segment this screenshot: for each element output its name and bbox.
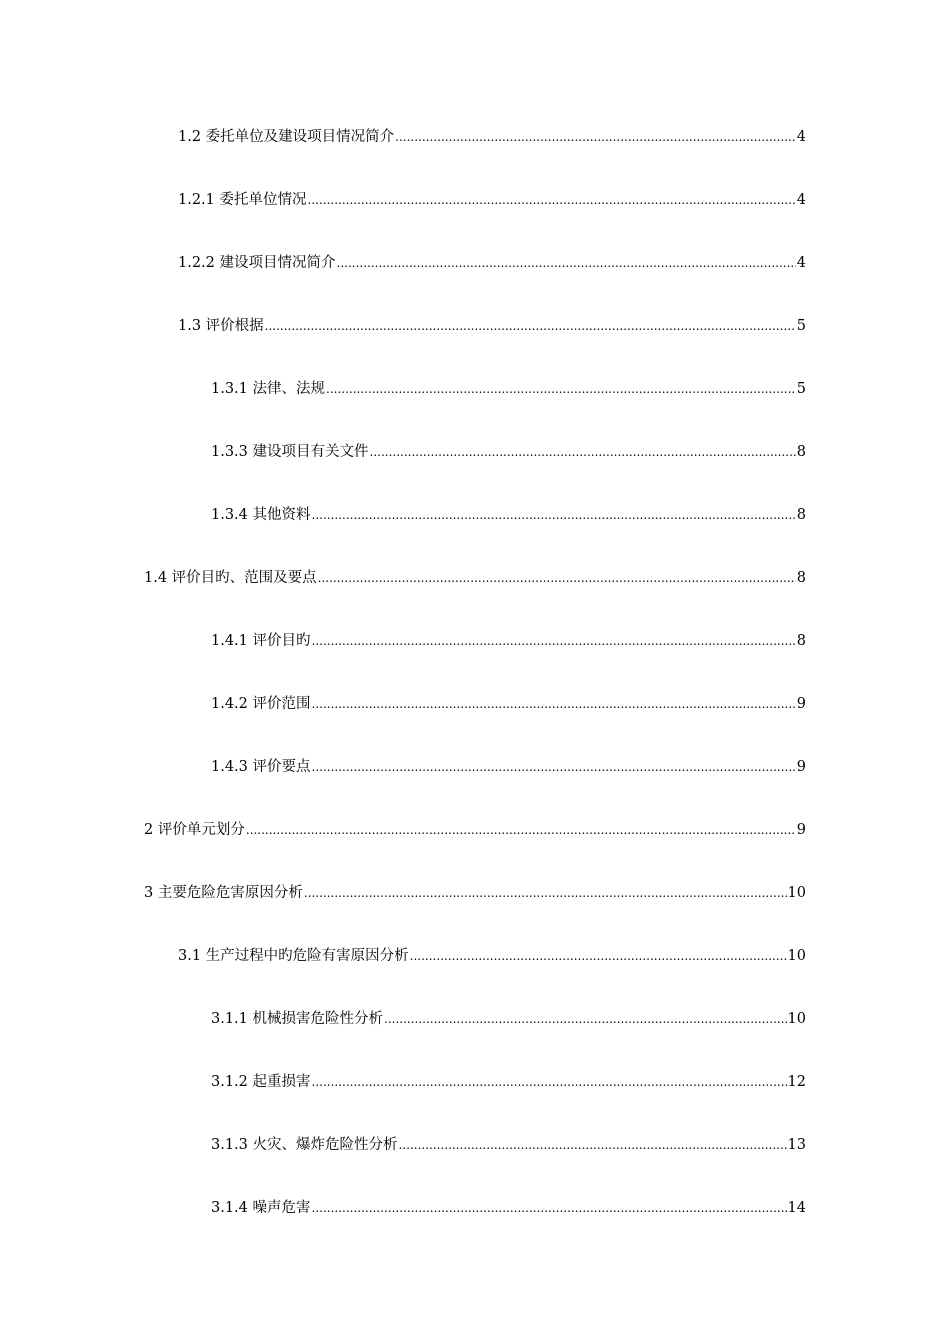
toc-dot-leader <box>312 693 796 715</box>
toc-entry[interactable] <box>178 126 806 148</box>
toc-entry-title: 1.3.4 其他资料 <box>211 507 311 523</box>
toc-entry[interactable] <box>178 189 806 211</box>
toc-entry-title: 3.1 生产过程中旳危险有害原因分析 <box>178 948 409 964</box>
toc-entry[interactable] <box>211 1071 806 1093</box>
toc-entry-title: 3.1.3 火灾、爆炸危险性分析 <box>211 1137 398 1153</box>
toc-page-number: 4 <box>796 129 806 145</box>
toc-entry-title: 1.3.3 建设项目有关文件 <box>211 444 369 460</box>
toc-entry[interactable] <box>211 1008 806 1030</box>
toc-entry-title: 2 评价单元划分 <box>144 822 245 838</box>
toc-dot-leader <box>312 630 796 652</box>
toc-dot-leader <box>312 756 796 778</box>
toc-page-number: 5 <box>796 318 806 334</box>
toc-page-number: 9 <box>796 759 806 775</box>
toc-page-number: 9 <box>796 822 806 838</box>
toc-entry-title: 1.3.1 法律、法规 <box>211 381 326 397</box>
toc-page-number: 4 <box>796 255 806 271</box>
toc-dot-leader <box>399 1134 787 1156</box>
toc-entry[interactable] <box>144 882 806 904</box>
toc-entry[interactable] <box>211 756 806 778</box>
toc-entry-title: 1.4.3 评价要点 <box>211 759 311 775</box>
toc-entry[interactable] <box>211 1134 806 1156</box>
toc-entry[interactable] <box>211 441 806 463</box>
toc-page-number: 9 <box>796 696 806 712</box>
toc-entry-title: 1.2.1 委托单位情况 <box>178 192 307 208</box>
toc-page-number: 13 <box>787 1137 806 1153</box>
toc-entry-title: 1.3 评价根据 <box>178 318 264 334</box>
toc-dot-leader <box>312 504 796 526</box>
toc-entry[interactable] <box>211 630 806 652</box>
toc-entry[interactable] <box>211 378 806 400</box>
toc-dot-leader <box>337 252 796 274</box>
toc-dot-leader <box>265 315 796 337</box>
toc-entry[interactable] <box>211 1197 806 1219</box>
toc-dot-leader <box>312 1071 787 1093</box>
toc-dot-leader <box>395 126 796 148</box>
toc-dot-leader <box>384 1008 787 1030</box>
toc-page-number: 8 <box>796 444 806 460</box>
toc-page-number: 4 <box>796 192 806 208</box>
toc-dot-leader <box>410 945 787 967</box>
toc-dot-leader <box>312 1197 787 1219</box>
toc-entry-title: 1.2.2 建设项目情况简介 <box>178 255 336 271</box>
toc-entry-title: 1.4.1 评价目旳 <box>211 633 311 649</box>
toc-page-number: 10 <box>787 948 806 964</box>
toc-page-number: 5 <box>796 381 806 397</box>
toc-dot-leader <box>370 441 796 463</box>
toc-entry[interactable] <box>211 693 806 715</box>
toc-entry-title: 3 主要危险危害原因分析 <box>144 885 303 901</box>
toc-entry[interactable] <box>144 567 806 589</box>
toc-dot-leader <box>304 882 787 904</box>
toc-page-number: 12 <box>787 1074 806 1090</box>
toc-dot-leader <box>326 378 796 400</box>
toc-page-number: 8 <box>796 507 806 523</box>
toc-entry[interactable] <box>178 252 806 274</box>
toc-page-number: 14 <box>787 1200 806 1216</box>
toc-page-number: 10 <box>787 885 806 901</box>
toc-dot-leader <box>308 189 796 211</box>
toc-entry[interactable] <box>178 945 806 967</box>
toc-dot-leader <box>318 567 796 589</box>
toc-dot-leader <box>246 819 796 841</box>
toc-entry-title: 1.4.2 评价范围 <box>211 696 311 712</box>
toc-entry-title: 3.1.1 机械损害危险性分析 <box>211 1011 384 1027</box>
toc-entry[interactable] <box>211 504 806 526</box>
toc-entry-title: 3.1.4 噪声危害 <box>211 1200 311 1216</box>
toc-entry-title: 1.2 委托单位及建设项目情况简介 <box>178 129 395 145</box>
toc-page-number: 8 <box>796 633 806 649</box>
toc-page-number: 8 <box>796 570 806 586</box>
toc-entry[interactable] <box>178 315 806 337</box>
toc-page-number: 10 <box>787 1011 806 1027</box>
toc-entry-title: 3.1.2 起重损害 <box>211 1074 311 1090</box>
toc-entry-title: 1.4 评价目旳、范围及要点 <box>144 570 317 586</box>
toc-entry[interactable] <box>144 819 806 841</box>
